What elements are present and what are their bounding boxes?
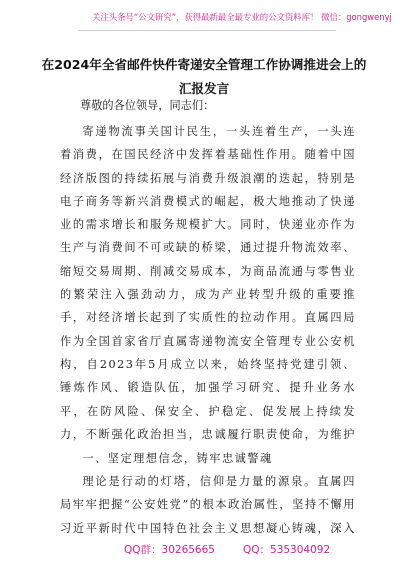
salutation: 尊敬的各位领导，同志们： [80, 99, 215, 112]
header-promo-banner: 关注头条号“公文研究”，获得最新最全最专业的公文资料库！ 微信：gongwenyj [92, 12, 392, 22]
document-title-line-2: 汇报发言 [178, 81, 230, 96]
body-paragraph-1: 寄递物流事关国计民生，一头连着生产，一头连着消费，在国民经济中发挥着基础性作用。随着中国经济版图的持续拓展与消费升级浪潮的迭起，特别是电子商务等新兴消费模式的崛起，极大地推动了快递业的需求增长和服务规模扩大。同时，快递业亦作为生产与消费间不可或缺的桥梁，通过提升物流效率、缩短交易周期、削减交易成本，为商品流通与零售业的繁荣注入强劲动力，成为产业转型升级的重要推手，对经济增长起到了实质性的拉动作用。直属四局作为全国首家省厅直属寄递物流安全管理专业公安机构，自2023年5月成立以来，始终坚持党建引领、锤炼作风、锻造队伍，加强学习研究、提升业务水平，在防风险、保安全、护稳定、促发展上持续发力，不断强化政治担当，忠诚履行职责使命，为维护 [60, 125, 356, 441]
body-paragraph-2: 理论是行动的灯塔，信仰是力量的源泉。直属四局牢牢把握“公安姓党”的根本政治属性，坚持不懈用习近平新时代中国特色社会主义思想凝心铸魂，深入 [60, 475, 356, 535]
footer-qq-group: QQ群：30265665 [124, 544, 215, 556]
footer-contacts [124, 540, 330, 560]
document-title-line-1: 在2024年全省邮件快件寄递安全管理工作协调推进会上的 [41, 57, 367, 72]
header-divider [78, 30, 336, 31]
footer-qq-number: QQ：535304092 [242, 544, 331, 556]
section-heading-1: 一、坚定理想信念，铸牢忠诚警魂 [82, 452, 273, 465]
